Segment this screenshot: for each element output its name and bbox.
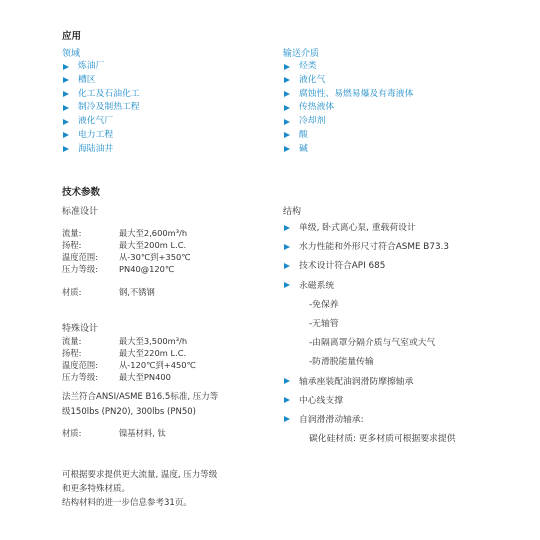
list-item: -由隔离罩分隔介质与气室或大气	[309, 338, 436, 349]
table-row: 温度范围: 从-30℃到+350℃	[62, 252, 191, 262]
table-row: 温度范围: 从-120℃到+450℃	[62, 360, 196, 370]
table-row: 扬程: 最大至200m L.C.	[62, 240, 187, 250]
triangle-bullet-icon	[284, 282, 290, 288]
footer-line: 结构材料的进一步信息参考31页。	[62, 498, 192, 508]
triangle-bullet-icon	[284, 397, 290, 403]
special-material-row	[62, 427, 166, 439]
table-row: 材质: 镍基材料, 钛	[62, 428, 166, 438]
flange-note-line1: 法兰符合ANSI/ASME B16.5标准, 压力等	[62, 392, 219, 402]
table-row: 流量: 最大至2,600m³/h	[62, 228, 188, 238]
triangle-bullet-icon	[63, 91, 69, 97]
list-item: 化工及石油化工	[62, 88, 140, 102]
flange-note-line2: 级150lbs (PN20), 300lbs (PN50)	[62, 407, 196, 417]
standard-design-heading: 标准设计	[62, 207, 99, 217]
triangle-bullet-icon	[284, 244, 290, 250]
triangle-bullet-icon	[63, 146, 69, 152]
triangle-bullet-icon	[63, 119, 69, 125]
footer-line: 可根据要求提供更大流量, 温度, 压力等级	[62, 470, 218, 480]
domain-heading: 领域	[62, 49, 81, 59]
list-item: 槽区	[62, 74, 140, 88]
media-list	[283, 60, 413, 157]
table-row: 压力等级: PN40@120℃	[62, 264, 175, 274]
triangle-bullet-icon	[63, 105, 69, 111]
list-item: 单级, 卧式离心泵, 重载荷设计	[283, 219, 456, 238]
table-row: 扬程: 最大至220m L.C.	[62, 348, 187, 358]
triangle-bullet-icon	[284, 378, 290, 384]
triangle-bullet-icon	[63, 132, 69, 138]
special-specs-table	[62, 335, 196, 383]
triangle-bullet-icon	[284, 77, 290, 83]
list-item: 技术设计符合API 685	[283, 257, 456, 276]
triangle-bullet-icon	[284, 132, 290, 138]
triangle-bullet-icon	[284, 263, 290, 269]
standard-material-row	[62, 286, 155, 298]
triangle-bullet-icon	[284, 416, 290, 422]
triangle-bullet-icon	[284, 146, 290, 152]
list-item: 中心线支撑	[283, 392, 456, 411]
structure-list	[283, 219, 456, 449]
triangle-bullet-icon	[284, 225, 290, 231]
list-item: 水力性能和外形尺寸符合ASME B73.3	[283, 238, 456, 257]
list-item: 液化气	[283, 74, 413, 88]
list-item: 酸	[283, 129, 413, 143]
special-design-heading: 特殊设计	[62, 324, 99, 334]
list-item: 传热液体	[283, 101, 413, 115]
list-item: 碱	[283, 143, 413, 157]
triangle-bullet-icon	[284, 91, 290, 97]
list-item: 电力工程	[62, 129, 140, 143]
triangle-bullet-icon	[284, 64, 290, 70]
footer-line: 和更多特殊材质。	[62, 484, 131, 494]
structure-heading: 结构	[283, 207, 302, 217]
footer-note	[62, 468, 217, 510]
table-row: 流量: 最大至3,500m³/h	[62, 336, 188, 346]
list-item: 炼油厂	[62, 60, 140, 74]
list-item: 烃类	[283, 60, 413, 74]
list-item: 海陆油井	[62, 143, 140, 157]
triangle-bullet-icon	[284, 119, 290, 125]
list-item: 制冷及制热工程	[62, 101, 140, 115]
table-row: 压力等级: 最大至PN400	[62, 372, 171, 382]
triangle-bullet-icon	[63, 64, 69, 70]
list-item: -无轴管	[309, 318, 339, 329]
triangle-bullet-icon	[284, 105, 290, 111]
list-item: 永磁系统	[283, 277, 456, 296]
list-item: -防滑脱能量传输	[309, 357, 374, 368]
table-row: 材质: 钢,不锈钢	[62, 287, 155, 297]
application-heading: 应用	[62, 31, 82, 42]
list-item: 液化气厂	[62, 115, 140, 129]
list-item: 轴承座装配油润滑防摩擦轴承	[283, 373, 456, 392]
triangle-bullet-icon	[63, 77, 69, 83]
tech-heading: 技术参数	[62, 187, 101, 198]
standard-specs-table	[62, 227, 191, 275]
list-item: 自润滑滑动轴承:	[283, 411, 456, 430]
list-item: 冷却剂	[283, 115, 413, 129]
list-item: 腐蚀性、易燃易爆及有毒液体	[283, 88, 413, 102]
list-item: 碳化硅材质: 更多材质可根据要求提供	[309, 434, 456, 445]
media-heading: 输送介质	[283, 49, 320, 59]
domain-list	[62, 60, 140, 157]
list-item: -免保养	[309, 299, 339, 310]
